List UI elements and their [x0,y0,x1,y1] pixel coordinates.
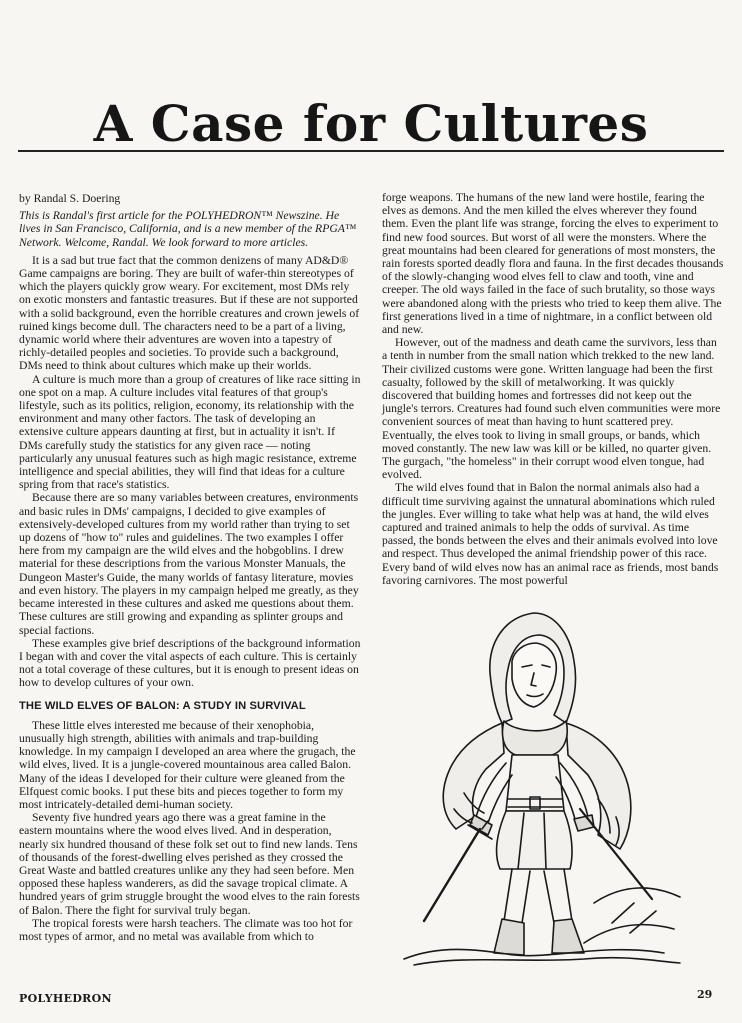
magazine-name: POLYHEDRON [19,992,112,1005]
paragraph: These examples give brief descriptions of the background information I began with and cover the vital aspects of each culture. This is certainly not a total coverage of these cultures, but it is enough to present ideas on how to develop cultures of your own. [19,636,361,690]
wild-elf-illustration [384,603,684,966]
page-number: 29 [697,988,713,1001]
paragraph: Because there are so many variables between creatures, environments and basic rules in DMs' campaigns, I decided to give examples of extensively-developed cultures from my world rather than trying to set up dozens of "how to" rules and guidelines. The two examples I offer here from my campaign are the wild elves and the hobgoblins. I drew material for these descriptions from the various Monster Manuals, the Dungeon Master's Guide, the many worlds of fantasy literature, movies and even history. The players in my campaign helped me greatly, as they became interested in these cultures and asked me questions about them. These cultures are still growing and expanding as splinter groups and special factions. [19,491,359,637]
paragraph: The tropical forests were harsh teachers. The climate was too hot for most types of armor, and no metal was available from which to [19,916,353,943]
intro-note: This is Randal's first article for the POLYHEDRON™ Newszine. He lives in San Francisco, California, and is a new member of the RPGA™ Network. Welcome, Randal. We look forward to more articles. [19,209,357,249]
paragraph: It is a sad but true fact that the common denizens of many AD&D® Game campaigns are boring. They are built of wafer-thin stereotypes of which the players quickly grow weary. For excitement, most DMs rely on exotic monsters and fantastic treasures. But if these are not supported with a solid background, even the horrible creatures and crown jewels of ruined kings become dull. The characters need to be a part of a living, dynamic world where their adventures are woven into a tapestry of richly-detailed peoples and societies. To provide such a background, DMs need to think about cultures which make up their worlds. [19,253,360,373]
left-column [19,192,361,943]
byline: by Randal S. Doering [19,192,121,205]
article-title: A Case for Cultures [93,94,649,153]
paragraph: However, out of the madness and death came the survivors, less than a tenth in number from the small nation which trekked to the new land. Their civilized customs were gone. Written language had been the first casualty, followed by the skill of metalworking. It was quickly discovered that building homes and fortresses did not keep out the jungle's terrors. Creatures had found such elven communities were more convenient sources of meat than having to hunt scattered prey. Eventually, the elves took to living in small groups, or bands, which moved constantly. The new law was kill or be killed, no quarter given. The gurgach, "the homeless" in their corrupt wood elven tongue, had evolved. [382,336,721,482]
title-rule [18,150,724,152]
paragraph: forge weapons. The humans of the new land were hostile, fearing the elves as demons. And the men killed the elves wherever they found them. Even the plant life was strange, forcing the elves to experiment to find new food sources. But worst of all were the monsters. Where the great mountains had been cleared for generations of most monsters, the rain forests sported deadly flora and fauna. In the first decades thousands of the slowly-changing wood elves fell to claw and tooth, vine and creeper. The old ways failed in the face of such brutality, so those ways were abandoned along with the priests who tried to keep them alive. The first generations lived in a time of nightmare, in a conflict between old and new. [382,191,724,337]
section-heading: THE WILD ELVES OF BALON: A STUDY IN SURVIVAL [19,699,306,712]
paragraph: Seventy five hundred years ago there was a great famine in the eastern mountains where the wood elves lived. And in desperation, nearly six hundred thousand of these folk set out to find new lands. Tens of thousands of the forest-dwelling elves perished as they crossed the Great Waste and battled creatures unlike any they had seen before. Men opposed these hapless wanderers, as did the savage tropical climate. A hundred years of grim struggle brought the wood elves to the rain forests of Balon. There the fight for survival truly began. [19,811,360,917]
right-column [382,191,724,587]
paragraph: The wild elves found that in Balon the normal animals also had a difficult time surviving against the unnatural abominations which ruled the jungles. Ever willing to take what help was at hand, the wild elves captured and trained animals to help the odds of survival. As time passed, the bonds between the elves and their animals evolved into love and respect. Thus developed the animal friendship power of this race. Every band of wild elves now has an animal race as friends, most bands favoring carnivores. The most powerful [382,481,719,587]
paragraph: These little elves interested me because of their xenophobia, unusually high strength, abilities with animals and trap-building knowledge. In my campaign I developed an area where the grugach, the wild elves, lived. It is a jungle-covered mountainous area called Balon. Many of the ideas I developed for their culture were gleaned from the Elfquest comic books. I put these bits and pieces together to form my most intricately-detailed demi-human society. [19,718,356,811]
paragraph: A culture is much more than a group of creatures of like race sitting in one spot on a map. A culture includes vital features of that group's lifestyle, such as its politics, religion, economy, its relationship with the environment and many other factors. The task of developing an extensive culture appears daunting at first, but in actuality it isn't. If DMs carefully study the statistics for any given race — noting particularly any unusual features such as high magic resistance, extreme intelligence and special abilities, they will find that ideas for a culture spring from that race's statistics. [19,372,361,492]
